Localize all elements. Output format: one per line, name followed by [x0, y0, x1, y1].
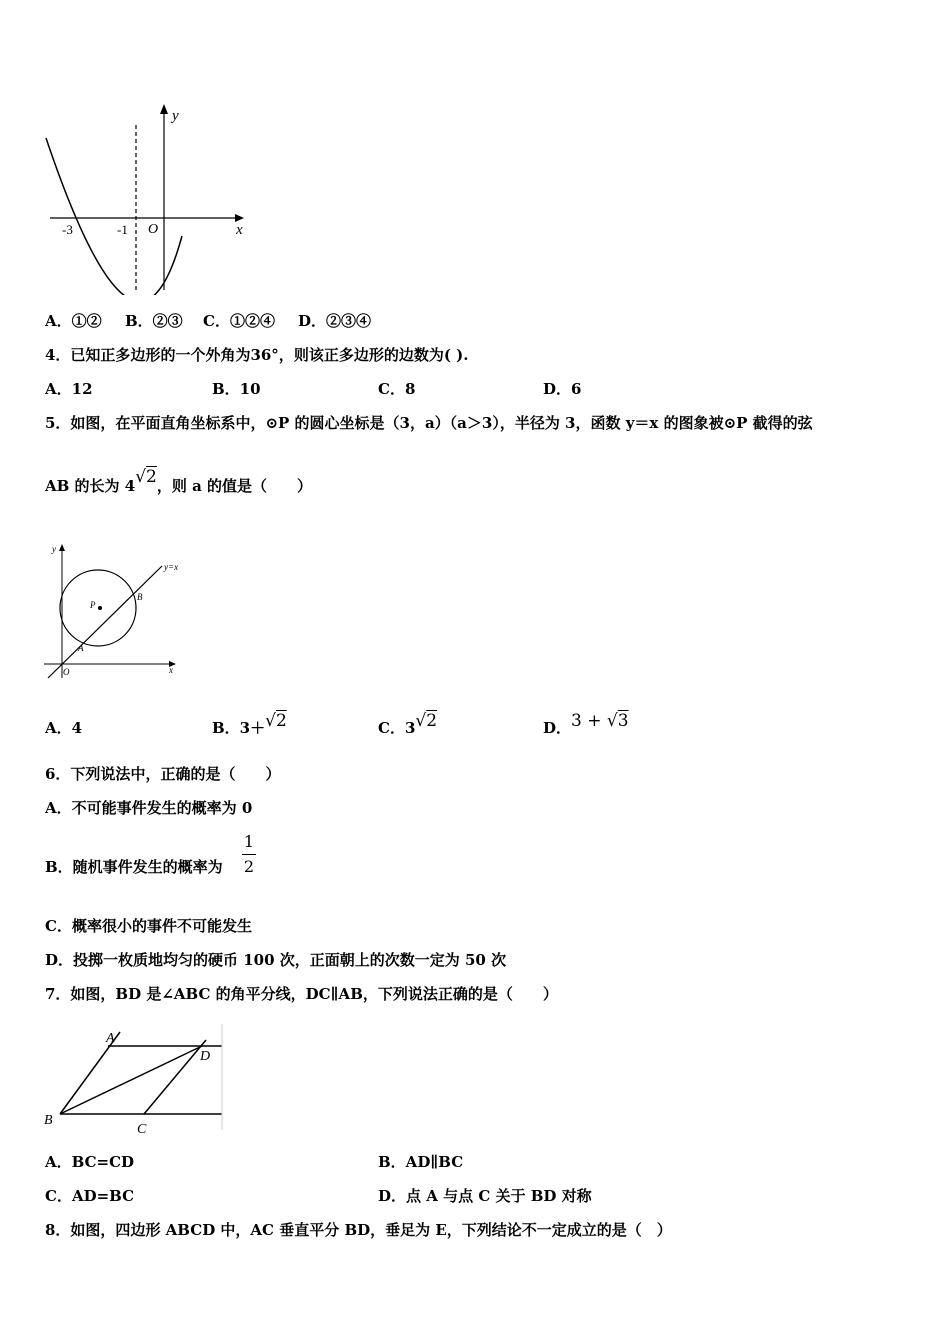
- tick-label-minus-3: -3: [62, 222, 73, 237]
- sqrt-2-expression: √2: [135, 467, 157, 487]
- q6-option-b: B．随机事件发生的概率为: [45, 858, 223, 876]
- q5-option-b: B．3＋√2: [212, 711, 287, 737]
- q5-stem-line2-post: ，则 a 的值是（ ）: [156, 477, 313, 495]
- x-axis-arrow: [235, 214, 244, 222]
- line-label: y=x: [164, 562, 179, 572]
- q4-option-b: B．10: [212, 380, 261, 398]
- q7-option-a: A．BC=CD: [45, 1153, 135, 1171]
- q5-stem-line1: 5．如图，在平面直角坐标系中，⊙P 的圆心坐标是（3，a）（a＞3），半径为 3，函数 y＝x 的图象被⊙P 截得的弦: [45, 414, 813, 432]
- y-axis-label: y: [52, 544, 56, 554]
- q6-option-a: A．不可能事件发生的概率为 0: [45, 799, 253, 817]
- q3-option-a: A．①②: [45, 312, 102, 330]
- segment-dc: [144, 1040, 206, 1114]
- fraction-bar: [242, 854, 256, 855]
- point-a-label: A: [78, 643, 84, 653]
- segment-bd: [60, 1046, 202, 1114]
- fraction-numerator: 1: [243, 832, 255, 851]
- parallelogram-figure: [40, 1020, 230, 1140]
- y-axis-arrow: [59, 544, 65, 551]
- q5-option-d: D．3 + √3: [543, 711, 629, 737]
- fraction-denominator: 2: [243, 857, 255, 876]
- q4-option-d: D．6: [543, 380, 582, 398]
- q7-stem: 7．如图，BD 是∠ABC 的角平分线，DC∥AB，下列说法正确的是（ ）: [45, 985, 558, 1003]
- sqrt-2-expression: √2: [415, 711, 438, 731]
- point-c-label: C: [137, 1122, 147, 1137]
- y-axis-label: y: [172, 108, 179, 124]
- d-expression: 3 + √3: [571, 711, 629, 731]
- point-p-label: P: [90, 600, 96, 610]
- line-y-equals-x: [48, 566, 162, 678]
- circle-line-figure: [40, 540, 195, 680]
- point-a-label: A: [106, 1031, 115, 1046]
- q3-option-b: B．②③: [125, 312, 183, 330]
- q4-option-a: A．12: [45, 380, 93, 398]
- q7-option-b: B．AD∥BC: [378, 1153, 464, 1171]
- point-b-label: B: [44, 1113, 53, 1128]
- q7-option-d: D．点 A 与点 C 关于 BD 对称: [378, 1187, 592, 1205]
- q6-stem: 6．下列说法中，正确的是（ ）: [45, 765, 281, 783]
- q3-option-c: C．①②④: [203, 312, 275, 330]
- q5-option-a: A．4: [45, 719, 83, 737]
- q4-stem: 4．已知正多边形的一个外角为36°，则该正多边形的边数为( ).: [45, 346, 469, 364]
- point-b-label: B: [137, 592, 143, 602]
- point-d-label: D: [200, 1049, 211, 1064]
- q8-stem: 8．如图，四边形 ABCD 中，AC 垂直平分 BD，垂足为 E，下列结论不一定成立的是（ ）: [45, 1221, 672, 1239]
- q5-stem-line2-pre: AB 的长为 4: [45, 477, 136, 495]
- q4-option-c: C．8: [378, 380, 416, 398]
- parabola-curve: [46, 138, 182, 295]
- y-axis-arrow: [160, 104, 168, 114]
- tick-label-minus-1: -1: [117, 222, 128, 237]
- q3-option-d: D．②③④: [298, 312, 372, 330]
- center-point-p: [98, 606, 102, 610]
- x-axis-label: x: [236, 222, 243, 238]
- origin-label: O: [63, 667, 70, 677]
- q6-option-c: C．概率很小的事件不可能发生: [45, 917, 252, 935]
- q7-option-c: C．AD=BC: [45, 1187, 135, 1205]
- q6-option-d: D．投掷一枚质地均匀的硬币 100 次，正面朝上的次数一定为 50 次: [45, 951, 507, 969]
- sqrt-2-expression: √2: [265, 711, 287, 731]
- origin-label: O: [148, 222, 159, 237]
- x-axis-label: x: [169, 665, 173, 675]
- q5-option-c: C．3√2: [378, 711, 438, 737]
- parabola-figure: [40, 100, 255, 295]
- q5-stem-line2: [45, 467, 313, 496]
